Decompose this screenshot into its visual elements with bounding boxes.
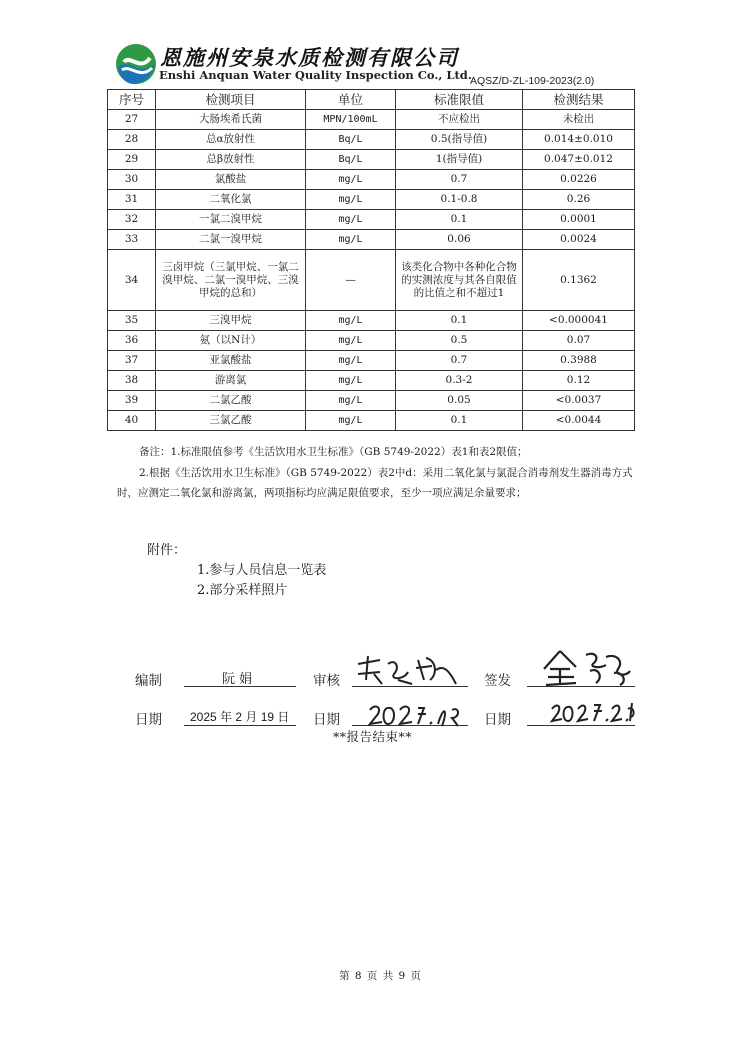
water-drop-logo-icon [114,42,158,86]
test-item: 三卤甲烷（三氯甲烷、一氯二溴甲烷、二氯一溴甲烷、三溴甲烷的总和） [156,250,306,311]
compile-date-label: 日期 [135,712,162,728]
unit: MPN/100mL [306,110,396,130]
unit: mg/L [306,411,396,431]
test-result: 0.07 [523,331,635,351]
table-row [108,250,635,311]
table-row [108,150,635,170]
approve-date-label: 日期 [484,712,511,728]
test-result: <0.0044 [523,411,635,431]
unit: mg/L [306,170,396,190]
standard-limit: 0.06 [396,230,523,250]
compile-date: 2025 年 2 月 19 日 [190,710,290,724]
standard-limit: 0.3-2 [396,371,523,391]
header-cell: 检测结果 [523,90,635,110]
standard-limit: 1(指导值) [396,150,523,170]
test-item: 氯酸盐 [156,170,306,190]
unit: mg/L [306,351,396,371]
unit: mg/L [306,331,396,351]
test-result: <0.0037 [523,391,635,411]
compiler-name: 阮 娟 [222,672,253,687]
test-item: 大肠埃希氏菌 [156,110,306,130]
review-handwritten-date [366,700,466,728]
standard-limit: 该类化合物中各种化合物的实测浓度与其各自限值的比值之和不超过1 [396,250,523,311]
test-result: <0.000041 [523,311,635,331]
row-number: 28 [108,130,156,150]
table-row [108,331,635,351]
review-date-label: 日期 [313,712,340,728]
test-result: 0.0226 [523,170,635,190]
standard-limit: 0.1 [396,311,523,331]
unit: mg/L [306,391,396,411]
unit: mg/L [306,210,396,230]
table-row [108,210,635,230]
approve-label: 签发 [484,673,511,689]
test-item: 氨（以N计） [156,331,306,351]
standard-limit: 0.1 [396,210,523,230]
header-cell: 检测项目 [156,90,306,110]
row-number: 36 [108,331,156,351]
test-result: 0.12 [523,371,635,391]
test-item: 三氯乙酸 [156,411,306,431]
standard-limit: 0.7 [396,351,523,371]
header-cell: 单位 [306,90,396,110]
row-number: 35 [108,311,156,331]
standard-limit: 0.7 [396,170,523,190]
reviewer-handwritten-signature [352,650,462,690]
table-row [108,411,635,431]
table-row [108,230,635,250]
review-label: 审核 [313,673,340,689]
test-item: 二氯乙酸 [156,391,306,411]
note-2: 2.根据《生活饮用水卫生标准》（GB 5749-2022）表2中d：采用二氧化氯与氯混合消毒剂发生器消毒方式时，应测定二氧化氯和游离氯，两项指标均应满足限值要求，至少一项应满足余量要求； [117,466,633,499]
header-cell: 序号 [108,90,156,110]
row-number: 40 [108,411,156,431]
table-row [108,391,635,411]
row-number: 32 [108,210,156,230]
row-number: 34 [108,250,156,311]
standard-limit: 0.5 [396,331,523,351]
test-item: 游离氯 [156,371,306,391]
table-row [108,371,635,391]
table-row [108,110,635,130]
test-result: 0.0001 [523,210,635,230]
test-item: 二氧化氯 [156,190,306,210]
standard-limit: 不应检出 [396,110,523,130]
table-row [108,311,635,331]
standard-limit: 0.1 [396,411,523,431]
row-number: 31 [108,190,156,210]
test-result: 0.014±0.010 [523,130,635,150]
unit: Bq/L [306,150,396,170]
table-row [108,351,635,371]
attachment-item-1: 1.参与人员信息一览表 [197,563,327,578]
test-item: 总β放射性 [156,150,306,170]
row-number: 29 [108,150,156,170]
attachment-item-2: 2.部分采样照片 [197,583,288,598]
report-end-note: **报告结束** [333,729,413,744]
row-number: 38 [108,371,156,391]
note-1: 备注：1.标准限值参考《生活饮用水卫生标准》（GB 5749-2022）表1和表2限值； [139,446,528,458]
attachments-title: 附件： [147,543,187,558]
standard-limit: 0.5(指导值) [396,130,523,150]
company-name-cn: 恩施州安泉水质检测有限公司 [160,45,459,70]
row-number: 27 [108,110,156,130]
company-name-en: Enshi Anquan Water Quality Inspection Co., Ltd. [159,68,472,82]
row-number: 39 [108,391,156,411]
test-result: 未检出 [523,110,635,130]
unit: mg/L [306,311,396,331]
test-result: 0.3988 [523,351,635,371]
test-item: 总α放射性 [156,130,306,150]
approver-handwritten-signature [540,647,635,687]
notes-section [117,442,637,504]
unit: mg/L [306,190,396,210]
test-result: 0.047±0.012 [523,150,635,170]
test-item: 三溴甲烷 [156,311,306,331]
table-row [108,170,635,190]
row-number: 33 [108,230,156,250]
unit: Bq/L [306,130,396,150]
test-result: 0.26 [523,190,635,210]
test-result: 0.0024 [523,230,635,250]
unit: mg/L [306,230,396,250]
standard-limit: 0.05 [396,391,523,411]
compile-label: 编制 [135,673,162,689]
table-header-row [108,90,635,110]
test-result: 0.1362 [523,250,635,311]
standard-limit: 0.1-0.8 [396,190,523,210]
table-row [108,130,635,150]
document-code: AQSZ/D-ZL-109-2023(2.0) [470,75,595,87]
header-cell: 标准限值 [396,90,523,110]
unit: — [306,250,396,311]
unit: mg/L [306,371,396,391]
test-item: 二氯一溴甲烷 [156,230,306,250]
row-number: 37 [108,351,156,371]
table-row [108,190,635,210]
results-table [107,89,635,431]
test-item: 一氯二溴甲烷 [156,210,306,230]
row-number: 30 [108,170,156,190]
page-number: 第 8 页 共 9 页 [339,970,423,982]
approve-handwritten-date [548,697,638,725]
test-item: 亚氯酸盐 [156,351,306,371]
